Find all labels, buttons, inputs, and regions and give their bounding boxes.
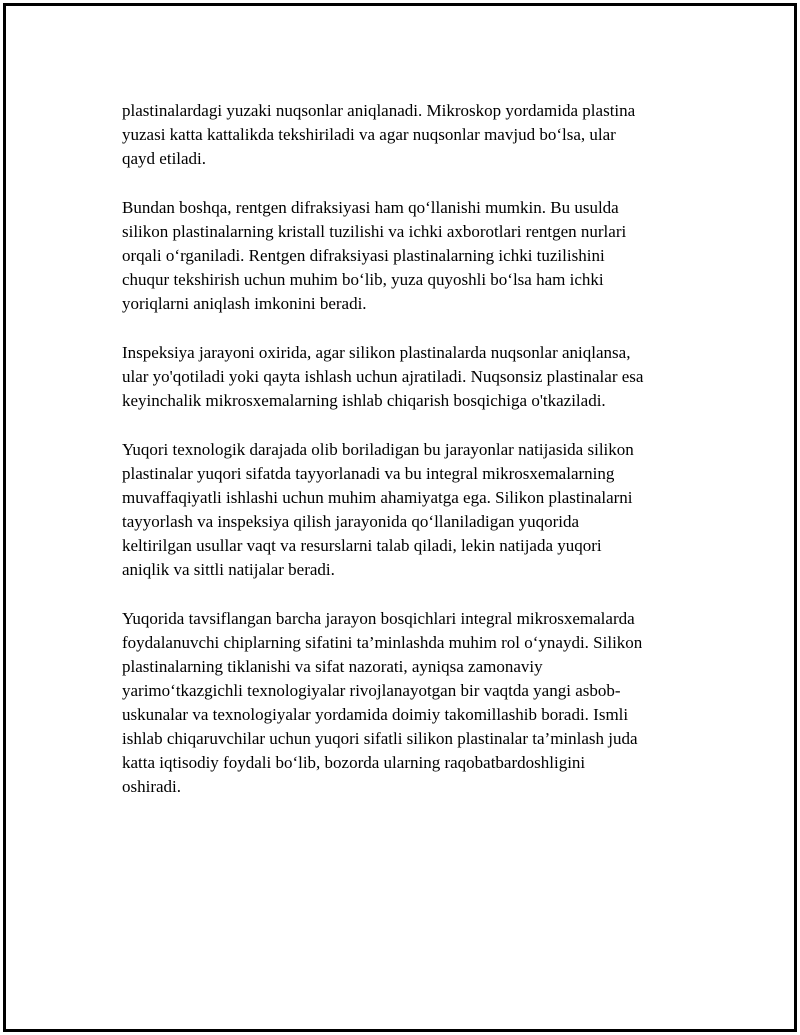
paragraph-3: Inspeksiya jarayoni oxirida, agar silikon plastinalarda nuqsonlar aniqlansa, ular yo'qotiladi yoki qayta ishlash uchun ajratiladi. Nuqsonsiz plastinalar esa keyinchalik mikrosxemalarning ishlab chiqarish bosqichiga o'tkaziladi. <box>122 343 644 410</box>
paragraph-2: Bundan boshqa, rentgen difraksiyasi ham qo‘llanishi mumkin. Bu usulda silikon plastinalarning kristall tuzilishi va ichki axborotlari rentgen nurlari orqali o‘rganiladi. Rentgen difraksiyasi plastinalarning ichki tuzilishini chuqur tekshirish uchun muhim bo‘lib, yuza quyoshli bo‘lsa ham ichki yoriqlarni aniqlash imkonini beradi. <box>122 198 627 313</box>
page-body <box>122 99 692 824</box>
paragraph-4: Yuqori texnologik darajada olib boriladigan bu jarayonlar natijasida silikon plastinalar yuqori sifatda tayyorlanadi va bu integral mikrosxemalarning muvaffaqiyatli ishlashi uchun muhim ahamiyatga ega. Silikon plastinalarni tayyorlash va inspeksiya qilish jarayonida qo‘llaniladigan yuqorida keltirilgan usullar vaqt va resurslarni talab qiladi, lekin natijada yuqori aniqlik va sittli natijalar beradi. <box>122 440 634 579</box>
paragraph-5: Yuqorida tavsiflangan barcha jarayon bosqichlari integral mikrosxemalarda foydalanuvchi chiplarning sifatini ta’minlashda muhim rol o‘ynaydi. Silikon plastinalarning tiklanishi va sifat nazorati, ayniqsa zamonaviy yarimo‘tkazgichli texnologiyalar rivojlanayotgan bir vaqtda yangi asbob- uskunalar va texnologiyalar yordamida doimiy takomillashib boradi. Ismli ishlab chiqaruvchilar uchun yuqori sifatli silikon plastinalar ta’minlash juda katta iqtisodiy foydali bo‘lib, bozorda ularning raqobatbardoshligini oshiradi. <box>122 609 643 796</box>
page-frame <box>3 3 797 1032</box>
paragraph-1: plastinalardagi yuzaki nuqsonlar aniqlanadi. Mikroskop yordamida plastina yuzasi katta kattalikda tekshiriladi va agar nuqsonlar mavjud bo‘lsa, ular qayd etiladi. <box>122 101 636 168</box>
